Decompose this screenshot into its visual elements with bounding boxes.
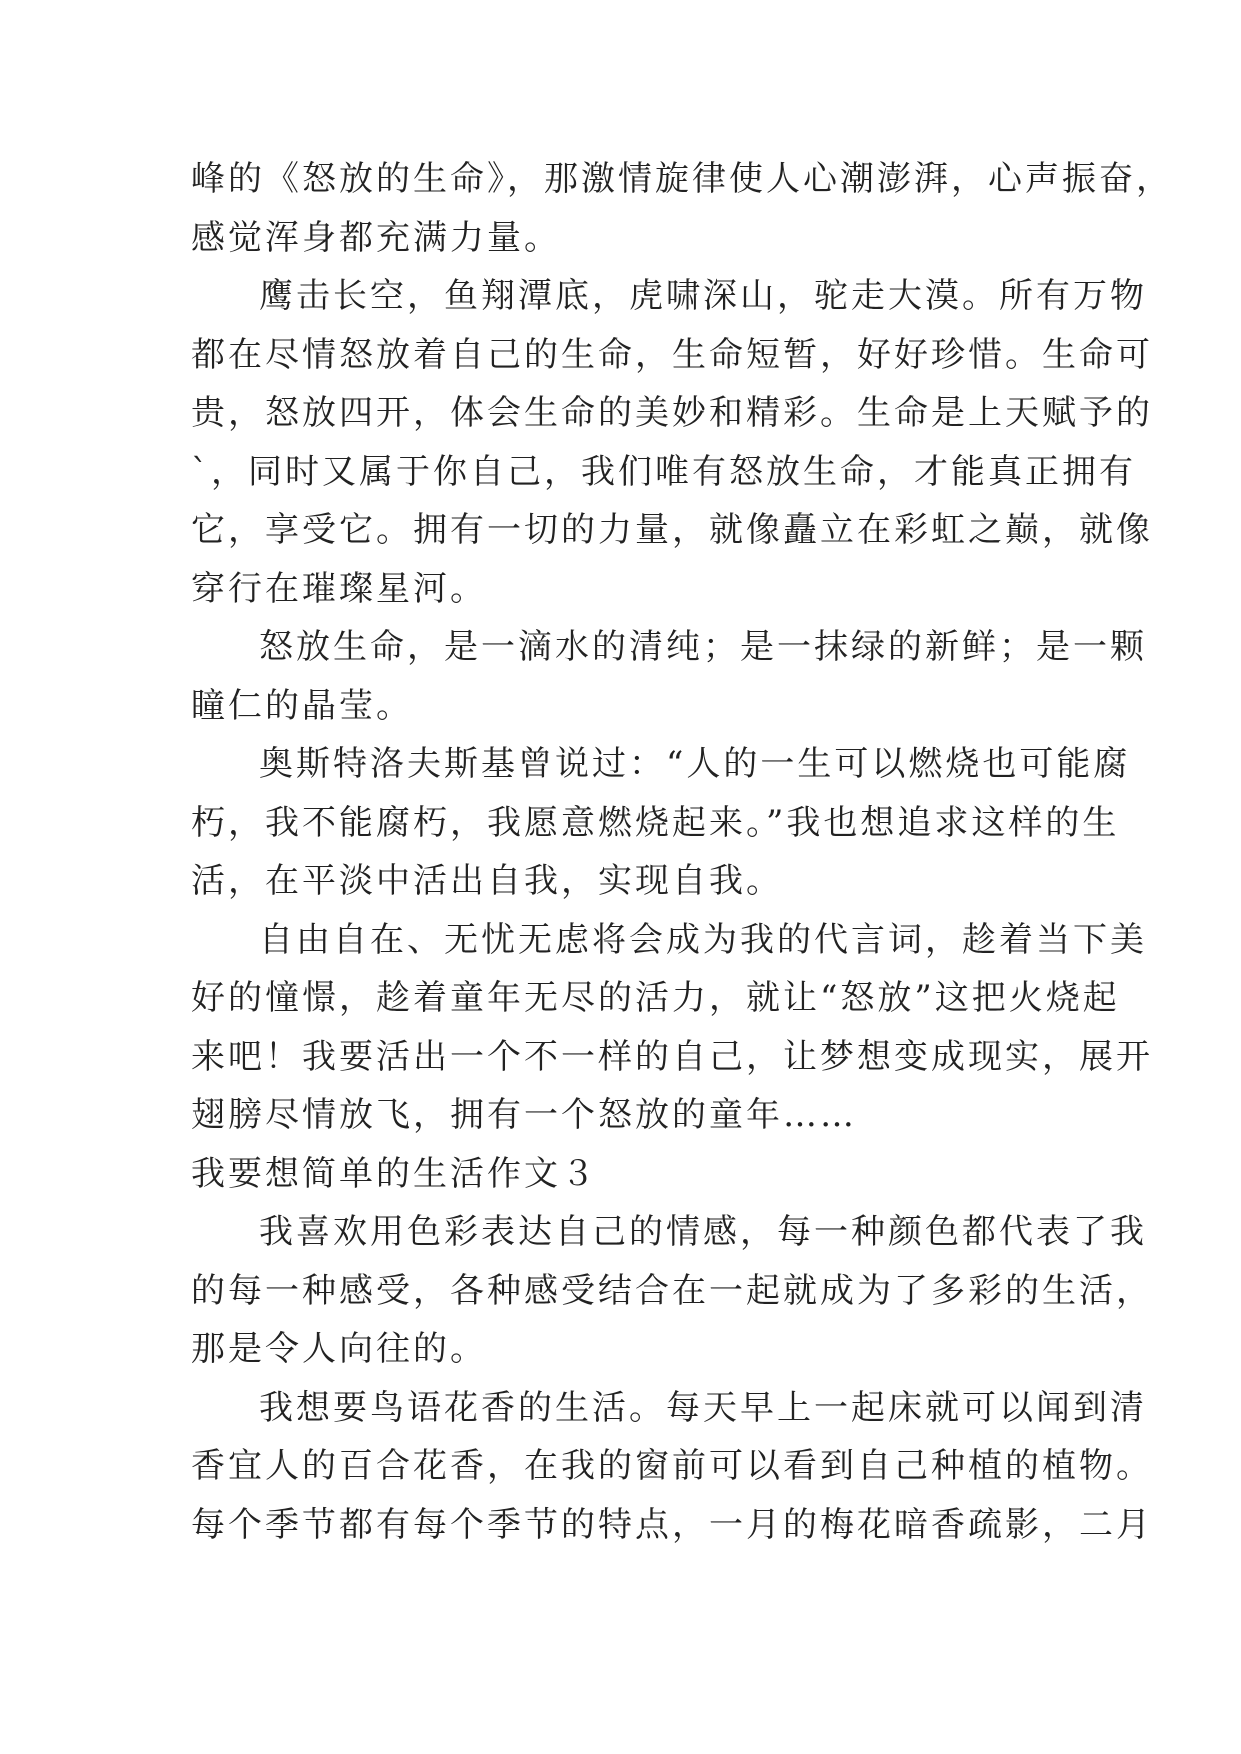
- text-line: 奥斯特洛夫斯基曾说过：“人的一生可以燃烧也可能腐: [259, 744, 1131, 784]
- text-line: 贵，怒放四开，体会生命的美妙和精彩。生命是上天赋予的: [191, 393, 1153, 433]
- text-line: 我要想简单的生活作文３: [191, 1153, 598, 1194]
- text-line: 每个季节都有每个季节的特点，一月的梅花暗香疏影，二月: [191, 1504, 1153, 1545]
- text-line: 好的憧憬，趁着童年无尽的活力，就让“怒放”这把火烧起: [191, 978, 1120, 1018]
- text-line: 我想要鸟语花香的生活。每天早上一起床就可以闻到清: [259, 1387, 1147, 1428]
- text-line: 朽，我不能腐朽，我愿意燃烧起来。”我也想追求这样的生: [191, 802, 1120, 843]
- text-line: 的每一种感受，各种感受结合在一起就成为了多彩的生活，: [191, 1270, 1153, 1311]
- text-line: 香宜人的百合花香，在我的窗前可以看到自己种植的植物。: [191, 1446, 1153, 1486]
- text-line: 它，享受它。拥有一切的力量，就像矗立在彩虹之巅，就像: [191, 510, 1153, 550]
- text-line: `，同时又属于你自己，我们唯有怒放生命，才能真正拥有: [191, 451, 1136, 492]
- text-line: 鹰击长空，鱼翔潭底，虎啸深山，驼走大漠。所有万物: [259, 276, 1147, 316]
- text-line: 都在尽情怒放着自己的生命，生命短暂，好好珍惜。生命可: [191, 334, 1153, 375]
- text-line: 我喜欢用色彩表达自己的情感，每一种颜色都代表了我: [259, 1212, 1147, 1252]
- text-line: 来吧！我要活出一个不一样的自己，让梦想变成现实，展开: [191, 1036, 1153, 1077]
- text-line: 穿行在璀璨星河。: [191, 568, 487, 609]
- text-line: 峰的《怒放的生命》，那激情旋律使人心潮澎湃，心声振奋，: [191, 159, 1173, 199]
- text-line: 感觉浑身都充满力量。: [191, 217, 561, 258]
- text-line: 怒放生命，是一滴水的清纯；是一抹绿的新鲜；是一颗: [259, 627, 1147, 667]
- text-line: 瞳仁的晶莹。: [191, 685, 413, 726]
- document-body: [191, 150, 1173, 1554]
- text-line: 翅膀尽情放飞，拥有一个怒放的童年……: [191, 1095, 857, 1135]
- text-line: 活，在平淡中活出自我，实现自我。: [191, 861, 783, 901]
- text-line: 那是令人向往的。: [191, 1329, 487, 1369]
- text-line: 自由自在、无忧无虑将会成为我的代言词，趁着当下美: [259, 919, 1147, 960]
